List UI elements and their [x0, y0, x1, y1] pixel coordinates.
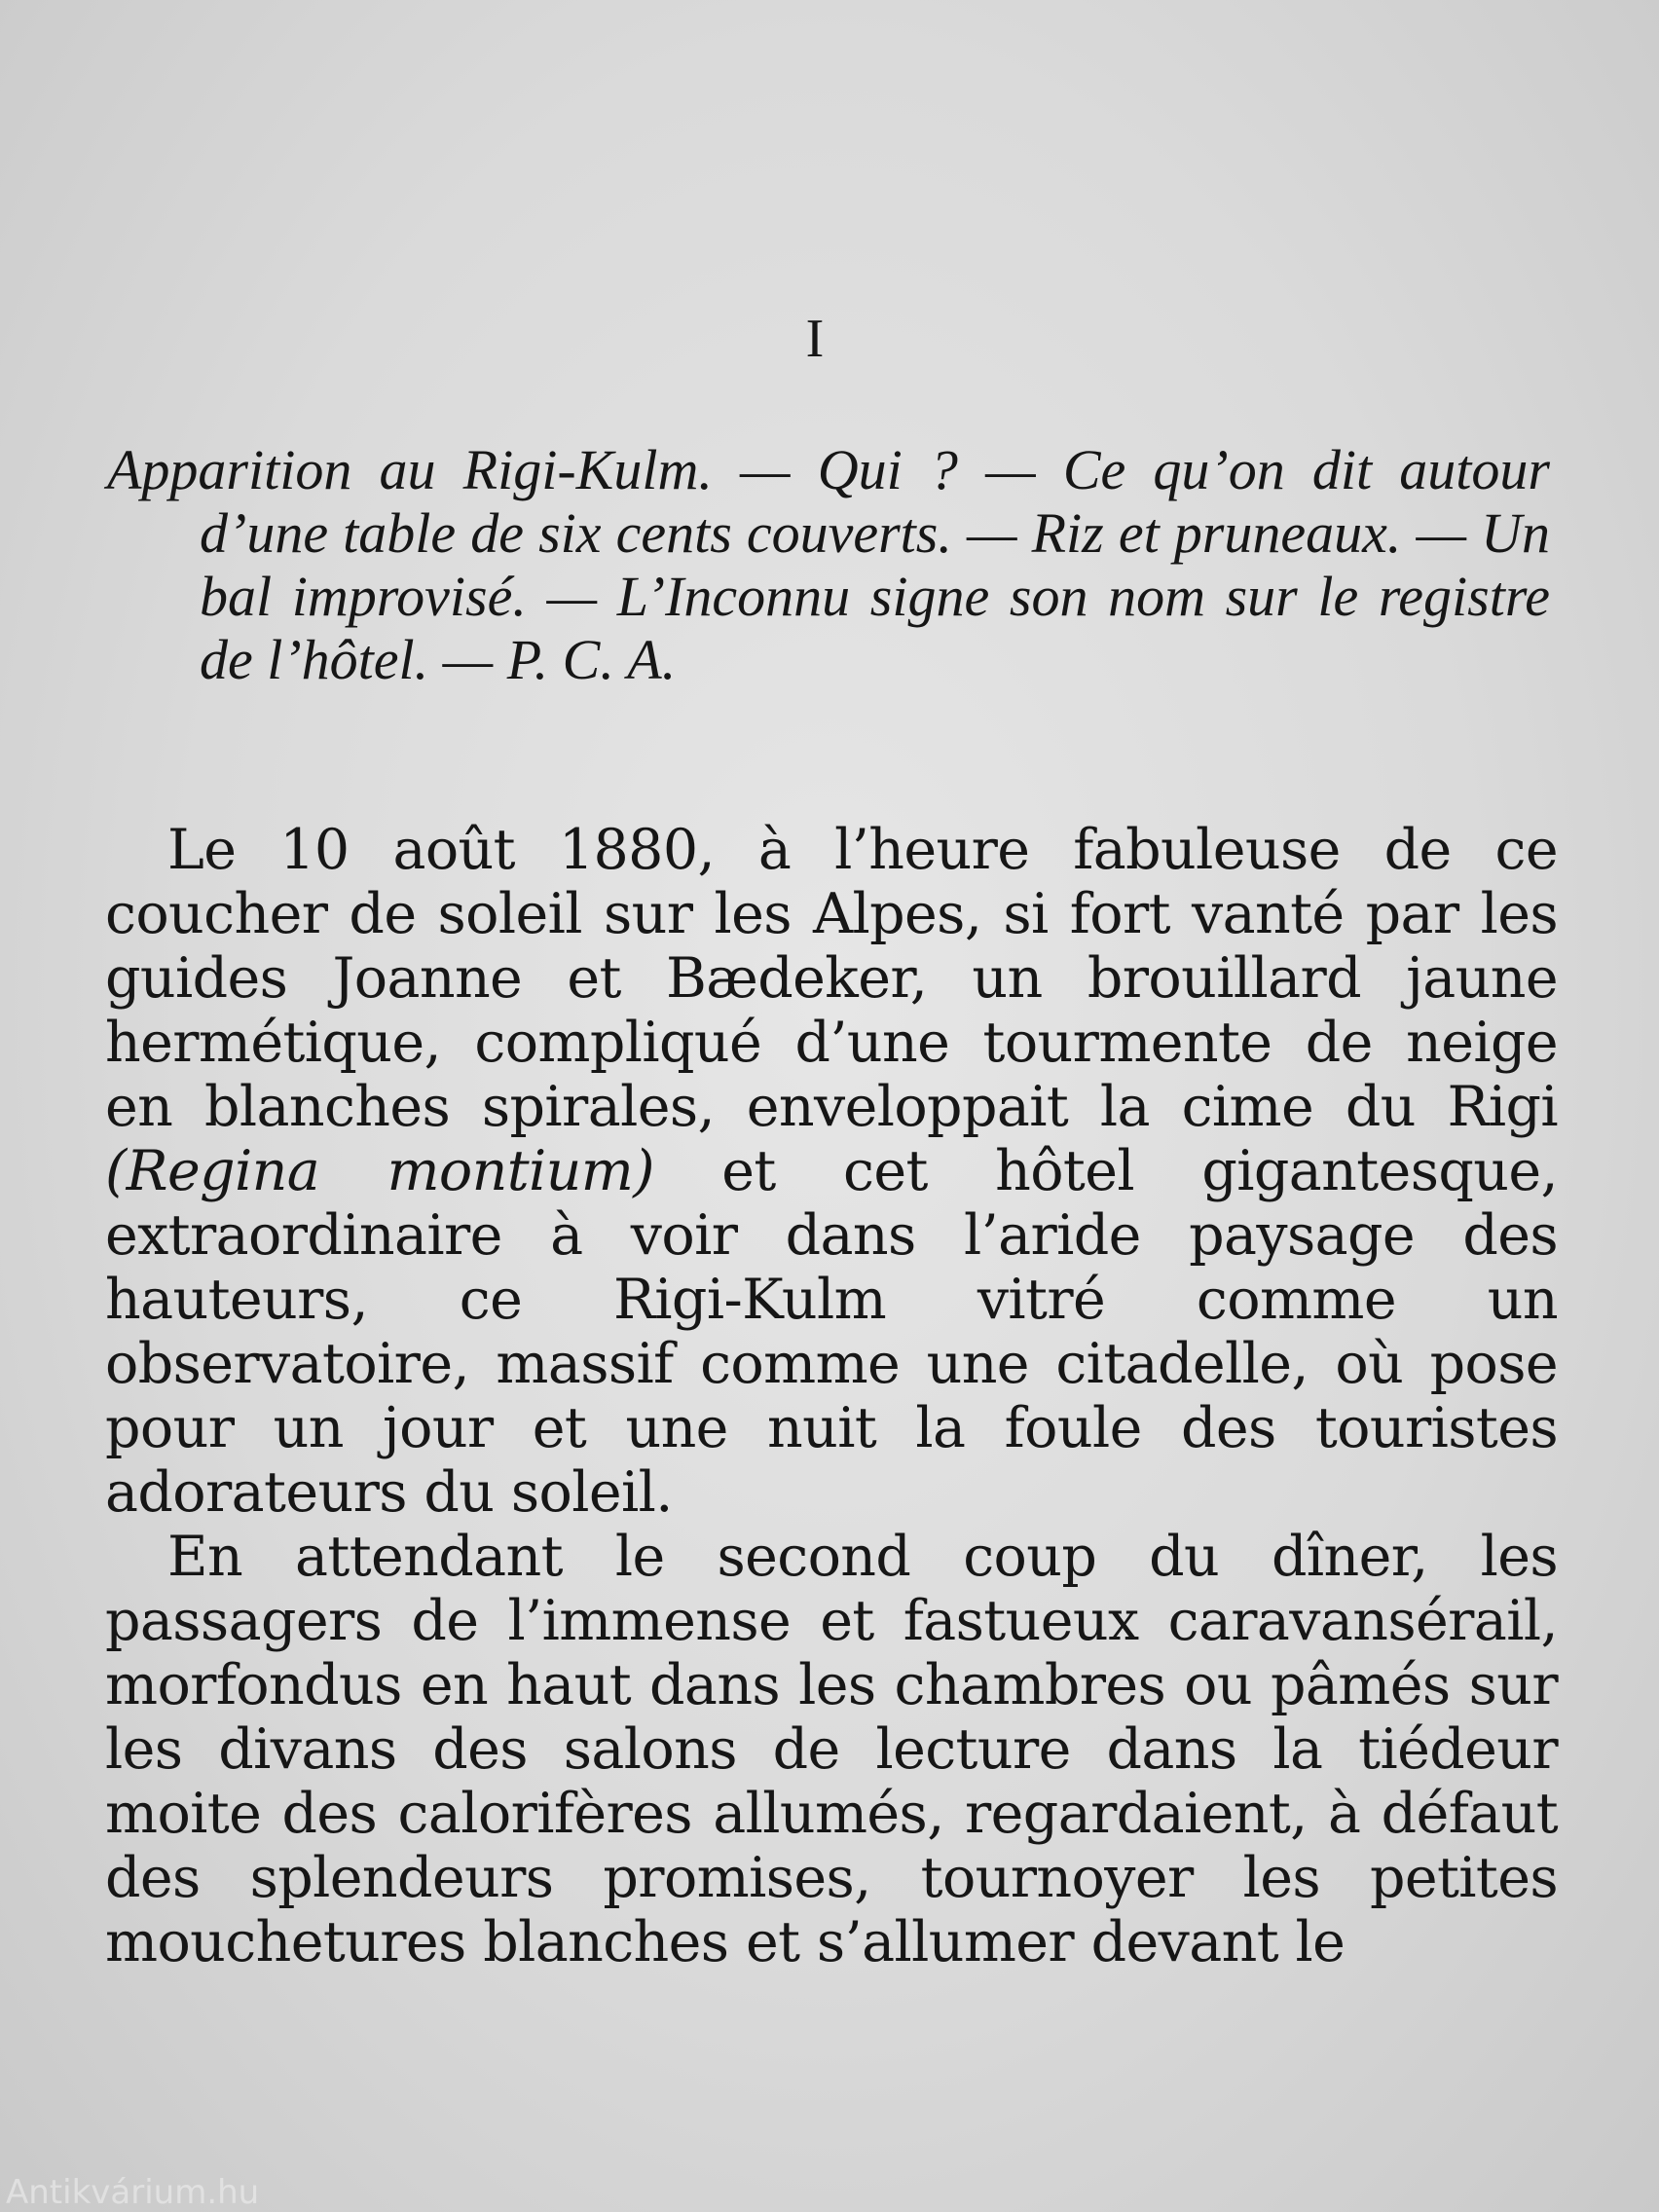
- chapter-summary: Apparition au Rigi-Kulm. — Qui ? — Ce qu’on dit autour d’une table de six cents couverts. — Riz et pruneaux. — Un bal improvisé. — L’Inconnu signe son nom sur le registre de l’hôtel. — P. C. A.: [107, 438, 1550, 691]
- paragraph-2: En attendant le second coup du dîner, les passagers de l’immense et fastueux caravansérail, morfondus en haut dans les chambres ou pâmés sur les divans des salons de lecture dans la tiédeur moite des calorifères allumés, regardaient, à défaut des splendeurs promises, tournoyer les petites mouchetures blanches et s’allumer devant le: [105, 1525, 1558, 1974]
- paragraph-1-text-start: Le 10 août 1880, à l’heure fabuleuse de ce coucher de soleil sur les Alpes, si fort vanté par les guides Joanne et Bædeker, un brouillard jaune hermétique, compliqué d’une tourmente de neige en blanches spirales, enveloppait la cime du Rigi: [105, 818, 1558, 1139]
- paragraph-1-italic-phrase: (Regina montium): [105, 1139, 654, 1203]
- paragraph-1-text-end: et cet hôtel gigantesque, extraordinaire à voir dans l’aride paysage des hauteurs, ce Rigi-Kulm vitré comme un observatoire, massif comme une citadelle, où pose pour un jour et une nuit la foule des touristes adorateurs du soleil.: [105, 1139, 1558, 1525]
- chapter-number: I: [805, 309, 825, 369]
- body-text: [105, 818, 1558, 1974]
- paragraph-1: [105, 818, 1558, 1525]
- watermark: Antikvárium.hu: [6, 2173, 260, 2212]
